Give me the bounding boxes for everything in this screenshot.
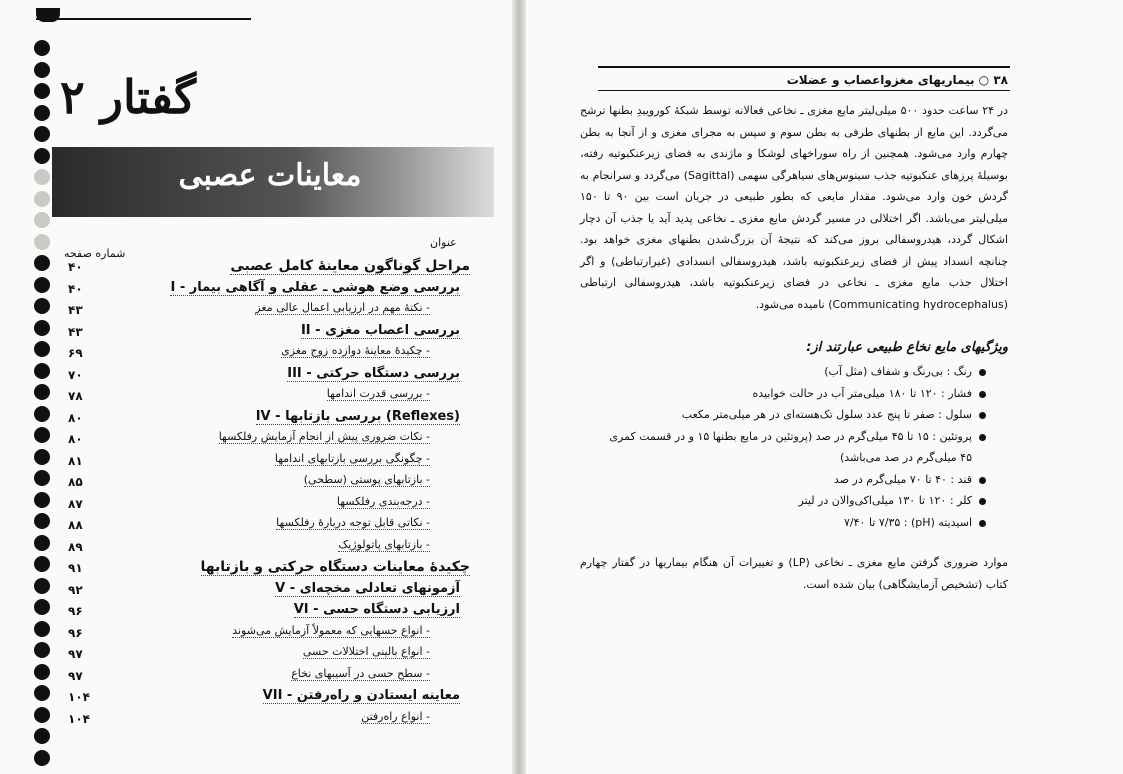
toc-entry-title: VII - معاینه ایستادن و راه‌رفتن bbox=[262, 688, 460, 703]
spiral-ring bbox=[34, 449, 50, 465]
csf-property-item: اسیدیته (pH) : ۷/۳۵ تا ۷/۴۰ bbox=[600, 512, 986, 534]
toc-page-number: ۷۰ bbox=[68, 367, 83, 382]
toc-entry-title: مراحل گوناگون معاینهٔ کامل عصبی bbox=[230, 258, 470, 274]
csf-property-item: پروتئین : ۱۵ تا ۴۵ میلی‌گرم در صد (پروتئین در مایع بطنها ۱۵ و در قسمت کمری ۴۵ میلی‌گرم در صد می‌باشد) bbox=[600, 426, 986, 469]
spiral-ring bbox=[34, 578, 50, 594]
toc-row bbox=[60, 645, 470, 665]
spiral-ring bbox=[34, 363, 50, 379]
csf-property-item: رنگ : بی‌رنگ و شفاف (مثل آب) bbox=[600, 361, 986, 383]
running-head: ۳۸ ○ بیماریهای مغزواعصاب و عضلات bbox=[786, 73, 1008, 87]
csf-property-item: فشار : ۱۲۰ تا ۱۸۰ میلی‌متر آب در حالت خوابیده bbox=[600, 383, 986, 405]
spiral-ring bbox=[34, 83, 50, 99]
spiral-ring bbox=[34, 40, 50, 56]
toc-row bbox=[60, 667, 470, 687]
toc-row bbox=[60, 624, 470, 644]
toc-entry-title: - چکیدهٔ معاینهٔ دوازده زوج مغزی bbox=[281, 344, 430, 357]
csf-property-item: قند : ۴۰ تا ۷۰ میلی‌گرم در صد bbox=[600, 469, 986, 491]
top-rule-left bbox=[36, 18, 251, 20]
toc-entry-title: VI - ارزیابی دستگاه حسی bbox=[293, 602, 460, 617]
toc-page-number: ۴۰ bbox=[68, 260, 83, 274]
toc-row bbox=[60, 344, 470, 364]
toc-entry-title: - بازتابهای پوستی (سطحی) bbox=[303, 473, 430, 486]
spiral-ring bbox=[34, 298, 50, 314]
toc-page-number: ۸۷ bbox=[68, 496, 83, 511]
toc-page-number: ۸۸ bbox=[68, 518, 83, 532]
spiral-ring bbox=[34, 384, 50, 400]
toc-row bbox=[60, 430, 470, 450]
toc-page-number: ۴۳ bbox=[68, 324, 83, 339]
toc-row bbox=[60, 516, 470, 536]
toc-entry-title: III - بررسی دستگاه حرکتی bbox=[287, 365, 460, 381]
toc-page-number: ۸۹ bbox=[68, 539, 83, 554]
book-spine bbox=[512, 0, 526, 774]
toc-page-number: ۸۱ bbox=[68, 453, 83, 468]
spiral-ring bbox=[34, 599, 50, 615]
csf-property-item: کلر : ۱۲۰ تا ۱۳۰ میلی‌اکی‌والان در لیتر bbox=[600, 490, 986, 512]
body-paragraph-1: در ۲۴ ساعت حدود ۵۰۰ میلی‌لیتر مایع مغزی ـ نخاعی فعالانه توسط شبکهٔ کوروییدِ بطنها ترشح می‌گردد. این مایع از بطنهای طرفی به بطن سوم و سپس به مجرای مغزی و از آنجا به بطن چهارم وارد می‌شود. همچنین از راه سوراخهای لوشکا و ماژندی به فضای زیرعنکبوتیه رفته، بوسیلهٔ پرزهای عنکبوتیه جذب سینوس‌های سیاهرگی سهمی (Sagittal) می‌گردد و سرانجام به گردش خون وارد می‌شود. مقدار مایعی که بطور طبیعی در جریان است بین ۹۰ تا ۱۵۰ میلی‌لیتر می‌باشد. اگر اختلالی در مسیر گردش مایع مغزی ـ نخاعی پدید آید یا جذب آن دچار اشکال گردد، هیدروسفالی بروز می‌کند که نتیجهٔ آن بزرگ‌شدن بطنهای مغزی خواهد بود. چنانچه انسداد پیش از فضای زیرعنکبوتیه باشد، هیدروسفالی انسدادی (غیرارتباطی) و اگر اختلال جذب مایع مغزی ـ نخاعی در فضای زیرعنکبوتیه باشد، هیدروسفالی ارتباطی (Communicating hydrocephalus) نامیده می‌شود. bbox=[580, 104, 1009, 311]
toc-row bbox=[60, 538, 470, 558]
csf-properties-list bbox=[600, 361, 986, 533]
header-rule-top bbox=[598, 66, 1010, 68]
spiral-ring bbox=[34, 750, 50, 766]
toc-entry-title: - بازتابهای پاتولوژیک bbox=[338, 537, 430, 551]
toc-page-number: ۴۰ bbox=[68, 281, 83, 296]
toc-entry-title: - انواع بالینی اختلالات حسی bbox=[302, 645, 430, 658]
toc-entry-title: I - بررسی وضع هوشی ـ عقلی و آگاهی بیمار bbox=[170, 279, 460, 295]
toc-page-number: ۸۰ bbox=[68, 410, 83, 425]
toc-row bbox=[60, 452, 470, 472]
toc-entry-title: - چگونگی بررسی بازتابهای اندامها bbox=[274, 451, 430, 465]
toc-entry-title: - نکاتی قابل توجه دربارهٔ رفلکسها bbox=[276, 516, 430, 529]
spiral-ring bbox=[34, 277, 50, 293]
toc-page-number: ۹۶ bbox=[68, 625, 83, 640]
toc-page-number: ۷۸ bbox=[68, 389, 83, 403]
spiral-ring bbox=[34, 642, 50, 658]
spiral-ring bbox=[34, 513, 50, 529]
toc-page-number: ۸۵ bbox=[68, 475, 83, 489]
spiral-ring bbox=[34, 621, 50, 637]
spiral-ring bbox=[34, 234, 50, 250]
toc-row bbox=[60, 387, 470, 407]
spiral-ring bbox=[34, 685, 50, 701]
spiral-ring bbox=[34, 664, 50, 680]
toc-entry-title: چکیدهٔ معاینات دستگاه حرکتی و بازتابها bbox=[200, 559, 470, 575]
spiral-ring bbox=[34, 105, 50, 121]
toc-row bbox=[60, 301, 470, 321]
toc-entry-title: - درجه‌بندی رفلکسها bbox=[336, 494, 430, 508]
toc-row bbox=[60, 258, 470, 278]
toc-row bbox=[60, 559, 470, 579]
spiral-ring bbox=[34, 62, 50, 78]
toc-page-number: ۹۷ bbox=[68, 668, 83, 683]
toc-row bbox=[60, 409, 470, 429]
toc-entry-title: - بررسی قدرت اندامها bbox=[326, 387, 430, 400]
toc-row bbox=[60, 710, 470, 730]
spiral-ring bbox=[34, 320, 50, 336]
spiral-ring bbox=[34, 148, 50, 164]
toc-row bbox=[60, 323, 470, 343]
csf-property-item: سلول : صفر تا پنج عدد سلول تک‌هسته‌ای در هر میلی‌متر مکعب bbox=[600, 404, 986, 426]
body-paragraph-2: موارد ضروری گرفتن مایع مغزی ـ نخاعی (LP) و تغییرات آن هنگام بیماریها در گفتار چهارم کتاب (تشخیص آزمایشگاهی) بیان شده است. bbox=[580, 556, 1009, 591]
header-rule-bottom bbox=[598, 90, 1010, 91]
spiral-ring bbox=[34, 470, 50, 486]
spiral-ring bbox=[34, 556, 50, 572]
toc-page-number: ۹۲ bbox=[68, 582, 83, 597]
chapter-title: گفتار ۲ bbox=[60, 70, 197, 124]
toc-row bbox=[60, 581, 470, 601]
toc-row bbox=[60, 473, 470, 493]
toc-row bbox=[60, 602, 470, 622]
toc-row bbox=[60, 495, 470, 515]
spiral-ring bbox=[34, 427, 50, 443]
toc-row bbox=[60, 688, 470, 708]
toc-entry-title: - انواع راه‌رفتن bbox=[361, 709, 430, 723]
toc-page-number: ۹۶ bbox=[68, 604, 83, 618]
toc-page-number: ۱۰۴ bbox=[68, 690, 90, 704]
toc-row bbox=[60, 366, 470, 386]
spiral-ring bbox=[34, 535, 50, 551]
spiral-ring bbox=[34, 255, 50, 271]
toc-header-title: عنوان bbox=[430, 236, 457, 249]
toc-entry-title: - نکات ضروری پیش از انجام آزمایش رفلکسها bbox=[218, 430, 430, 443]
csf-properties-heading: ویژگیهای مایع نخاع طبیعی عبارتند از: bbox=[806, 340, 1008, 355]
section-title: معاینات عصبی bbox=[178, 158, 362, 193]
toc-page-number: ۶۹ bbox=[68, 346, 83, 360]
toc-header-page: شماره صفحه bbox=[64, 247, 126, 260]
spiral-ring bbox=[34, 212, 50, 228]
toc-row bbox=[60, 280, 470, 300]
toc-page-number: ۸۰ bbox=[68, 432, 83, 446]
toc-page-number: ۹۷ bbox=[68, 647, 83, 661]
toc-entry-title: IV - بررسی بازتابها (Reflexes) bbox=[255, 408, 460, 424]
spiral-ring bbox=[34, 492, 50, 508]
toc-entry-title: II - بررسی اعصاب مغزی bbox=[300, 322, 460, 338]
spiral-ring bbox=[34, 126, 50, 142]
toc-entry-title: V - آزمونهای تعادلی مخچه‌ای bbox=[275, 580, 460, 596]
toc-entry-title: - نکتهٔ مهم در ارزیابی اعمال عالی مغز bbox=[255, 301, 430, 314]
spiral-ring bbox=[34, 169, 50, 185]
toc-page-number: ۹۱ bbox=[68, 561, 83, 575]
spiral-ring bbox=[34, 191, 50, 207]
toc-page-number: ۴۳ bbox=[68, 303, 83, 317]
toc-entry-title: - سطح حسی در آسیبهای نخاع bbox=[291, 666, 430, 680]
spiral-ring bbox=[34, 341, 50, 357]
toc-entry-title: - انواع حسهایی که معمولاً آزمایش می‌شوند bbox=[232, 623, 430, 637]
toc-page-number: ۱۰۴ bbox=[68, 711, 90, 726]
spiral-ring bbox=[34, 406, 50, 422]
spiral-ring bbox=[34, 728, 50, 744]
spiral-ring bbox=[34, 707, 50, 723]
